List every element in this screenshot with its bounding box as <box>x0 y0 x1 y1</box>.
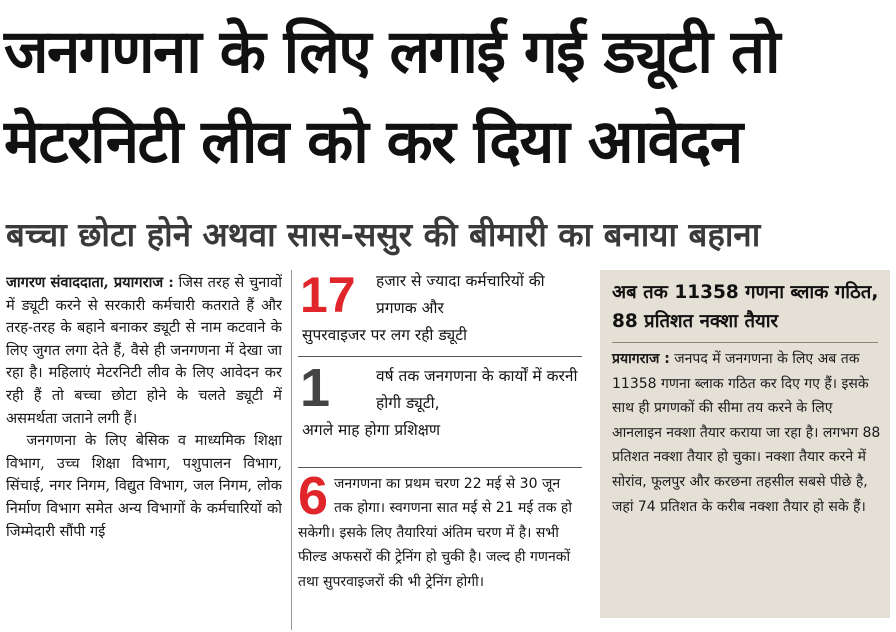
column-2-text: जनगणना का प्रथम चरण 22 मई से 30 जून तक होगा। स्वगणना सात मई से 21 मई तक हो सकेगी। इसके लिए तैयारियां अंतिम चरण में है। सभी फील्ड अफसरों की ट्रेनिंग हो चुकी है। जल्द ही गणनकों तथा सुपरवाइजरों की भी ट्रेनिंग होगी। <box>298 476 572 590</box>
column-divider <box>291 270 292 630</box>
paragraph-1-text: जिस तरह से चुनावों में ड्यूटी करने से सरकारी कर्मचारी कतराते हैं और तरह-तरह के बहाने बनाकर ड्यूटी से नाम कटवाने के लिए जुगत लगा देते हैं, वैसे ही जनगणना में देखा जा रहा है। महिलाएं मेटरनिटी लीव के लिए आवेदन कर रही हैं तो बच्चा छोटा होने के चलते ड्यूटी में असमर्थता जताने लगी हैं। <box>6 274 282 427</box>
subheadline: बच्चा छोटा होने अथवा सास-ससुर की बीमारी का बनाया बहाना <box>6 215 761 254</box>
sidebar-title: अब तक 11358 गणना ब्लाक गठित, 88 प्रतिशत नक्शा तैयार <box>612 282 879 332</box>
headline-line-1: जनगणना के लिए लगाई गई ड्यूटी तो <box>4 17 780 87</box>
sidebar-text: जनपद में जनगणना के लिए अब तक 11358 गणना ब्लाक गठित कर दिए गए हैं। इसके साथ ही प्रगणकों की सीमा तय करने के लिए आनलाइन नक्शा तैयार कराया जा रहा है। लगभग 88 प्रतिशत नक्शा तैयार हो चुका। नक्शा तैयार करने में सोरांव, फूलपुर और करछना तहसील सबसे पीछे है, जहां 74 प्रतिशत के करीब नक्शा तैयार हो सके हैं। <box>612 351 881 515</box>
fact-text-bottom: सुपरवाइजर पर लग रही ड्यूटी <box>302 326 468 344</box>
article-column-1 <box>6 272 282 632</box>
sidebar-place: प्रयागराज : <box>612 351 670 367</box>
column-2-paragraph <box>298 468 582 594</box>
drop-number: 6 <box>298 466 329 526</box>
paragraph-1 <box>6 272 282 430</box>
sidebar-divider <box>612 342 878 343</box>
fact-box-1 <box>298 268 582 357</box>
fact-text-top: हजार से ज्यादा कर्मचारियों की प्रगणक और <box>376 272 545 317</box>
fact-box-2 <box>298 358 582 468</box>
sidebar-box <box>600 270 890 618</box>
sidebar-paragraph <box>600 347 890 519</box>
fact-number: 1 <box>300 358 331 418</box>
fact-text-top: वर्ष तक जनगणना के कार्यों में करनी होगी ड्यूटी, <box>376 367 578 412</box>
byline: जागरण संवाददाता, प्रयागराज : <box>6 274 174 291</box>
fact-text-bottom: अगले माह होगा प्रशिक्षण <box>302 421 441 439</box>
paragraph-2: जनगणना के लिए बेसिक व माध्यमिक शिक्षा विभाग, उच्च शिक्षा विभाग, पशुपालन विभाग, सिंचाई, नगर निगम, विद्युत विभाग, जल निगम, लोक निर्माण विभाग समेत अन्य विभागों के कर्मचारियों को जिम्मेदारी सौंपी गई <box>6 432 282 540</box>
article-column-2 <box>298 268 582 630</box>
headline-line-2: मेटरनिटी लीव को कर दिया आवेदन <box>4 107 742 177</box>
fact-number: 17 <box>300 268 356 323</box>
